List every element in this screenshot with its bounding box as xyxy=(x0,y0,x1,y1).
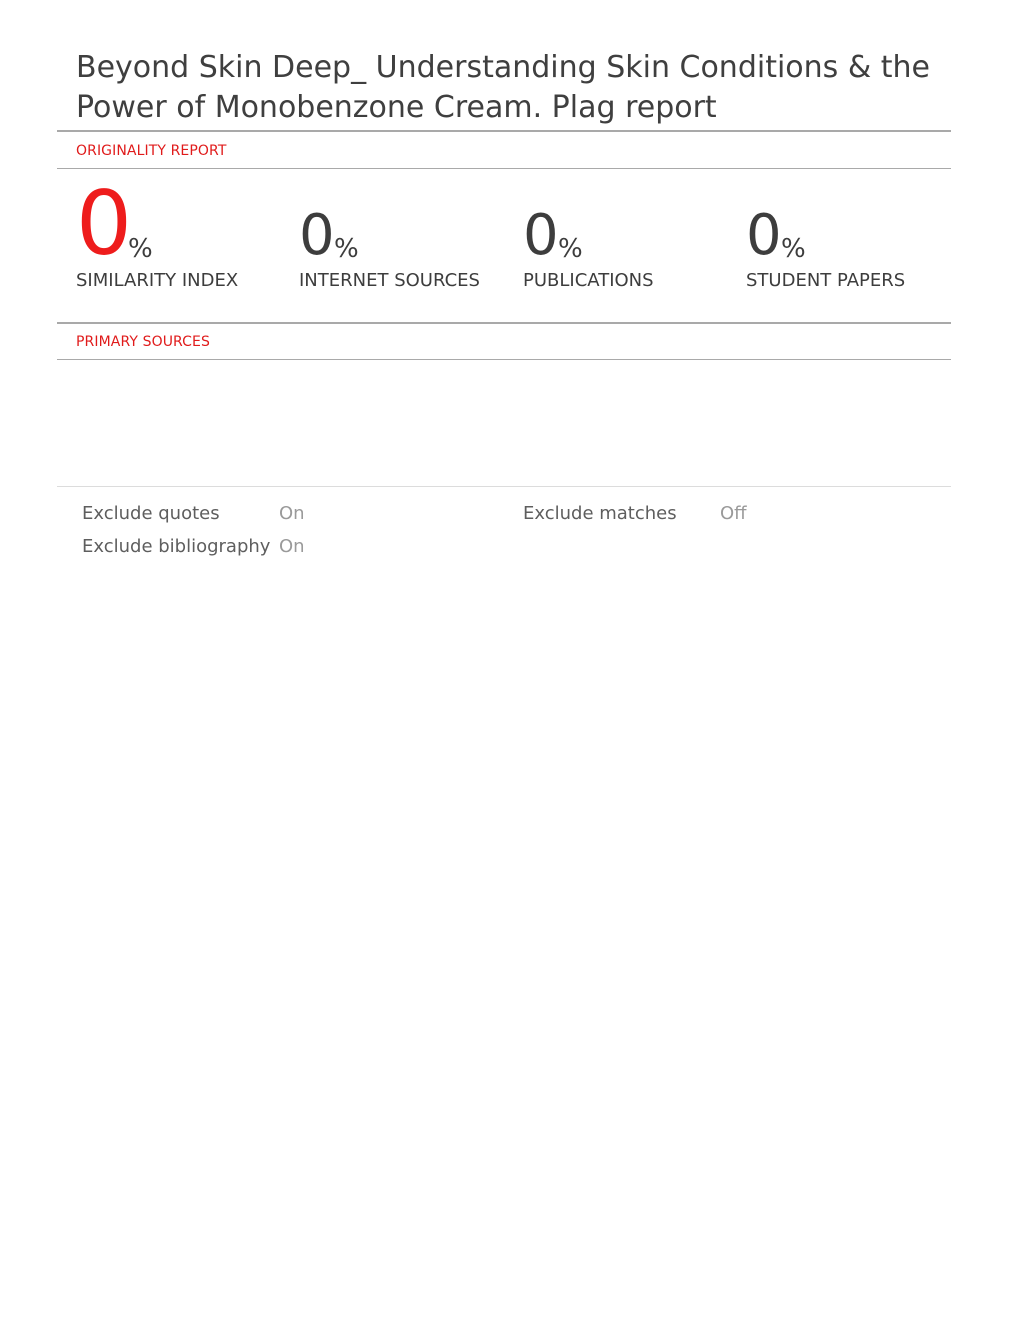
settings-divider xyxy=(57,486,951,487)
originality-divider xyxy=(57,168,951,169)
similarity-index-value: 0 xyxy=(76,172,132,275)
primary-sources-label: PRIMARY SOURCES xyxy=(76,334,210,350)
student-papers-value: 0 xyxy=(746,203,782,268)
exclude-quotes-label: Exclude quotes xyxy=(82,503,220,524)
student-papers-stat xyxy=(746,178,966,291)
internet-sources-label: INTERNET SOURCES xyxy=(299,270,480,291)
student-papers-label: STUDENT PAPERS xyxy=(746,270,906,291)
publications-unit: % xyxy=(558,234,583,264)
similarity-index-unit: % xyxy=(128,234,153,264)
exclude-bibliography-label: Exclude bibliography xyxy=(82,536,271,557)
primary-sources-divider xyxy=(57,359,951,360)
publications-label: PUBLICATIONS xyxy=(523,270,654,291)
report-title-line-1: Beyond Skin Deep_ Understanding Skin Conditions & the xyxy=(76,50,930,85)
report-title-line-2: Power of Monobenzone Cream. Plag report xyxy=(76,90,717,125)
report-title xyxy=(76,48,946,128)
similarity-index-label: SIMILARITY INDEX xyxy=(76,270,239,291)
exclude-matches-label: Exclude matches xyxy=(523,503,677,524)
originality-report-label: ORIGINALITY REPORT xyxy=(76,143,227,159)
internet-sources-stat xyxy=(299,178,519,291)
publications-value: 0 xyxy=(523,203,559,268)
exclude-bibliography-value: On xyxy=(279,536,305,557)
title-divider xyxy=(57,130,951,132)
internet-sources-unit: % xyxy=(334,234,359,264)
student-papers-unit: % xyxy=(781,234,806,264)
stats-divider xyxy=(57,322,951,324)
exclude-matches-value: Off xyxy=(720,503,747,524)
similarity-index-stat xyxy=(76,172,296,291)
internet-sources-value: 0 xyxy=(299,203,335,268)
publications-stat xyxy=(523,178,743,291)
exclude-quotes-value: On xyxy=(279,503,305,524)
